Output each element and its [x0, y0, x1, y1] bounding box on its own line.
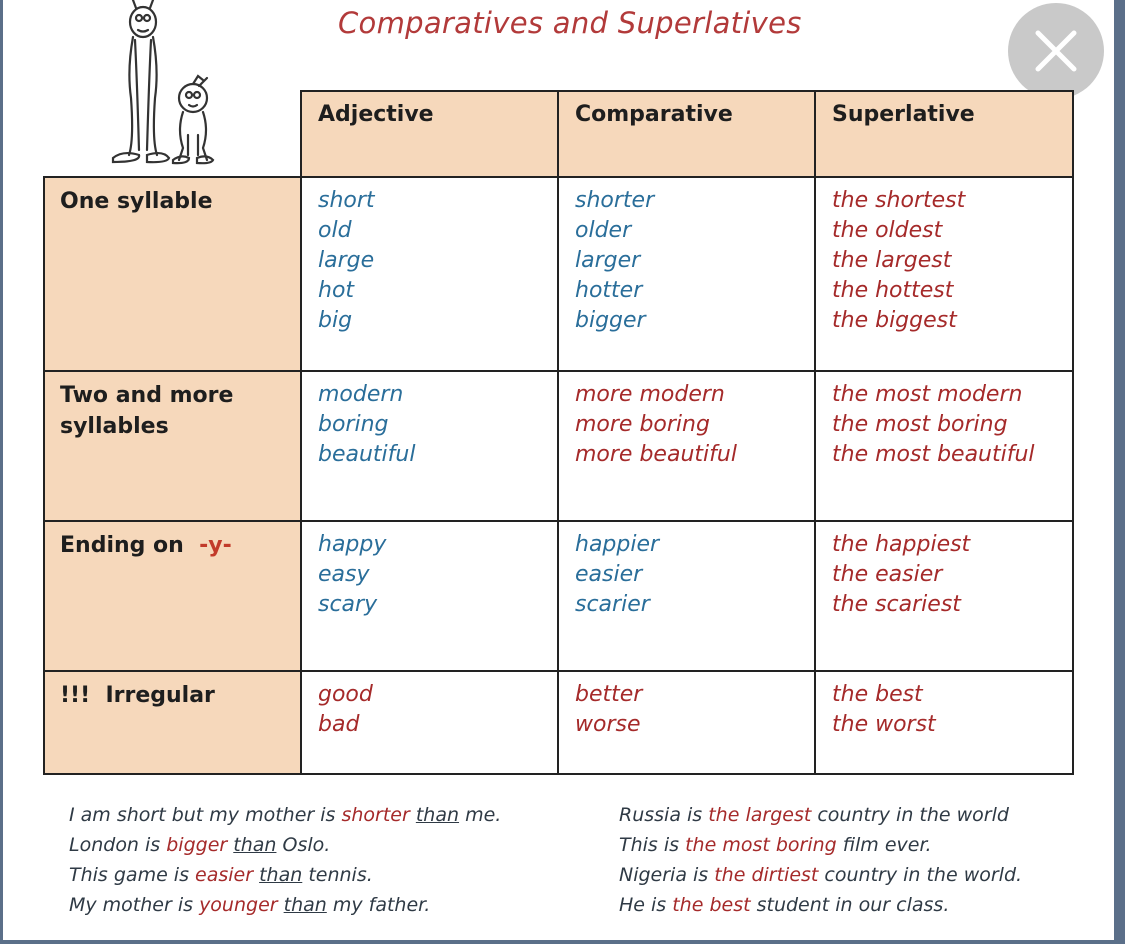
- example-sentence: My mother is younger than my father.: [69, 894, 431, 916]
- word: the best: [832, 682, 923, 707]
- row-label-irregular: [43, 670, 302, 775]
- adjective-cell: [300, 520, 559, 672]
- word: the easier: [832, 562, 943, 587]
- word: shorter: [575, 188, 655, 213]
- row-label-prefix: !!!: [60, 683, 91, 708]
- word: modern: [318, 382, 404, 407]
- row-label-text: syllables: [60, 414, 169, 439]
- header-comparative: [557, 90, 816, 178]
- close-button[interactable]: [1008, 3, 1104, 99]
- header-comparative-label: Comparative: [575, 102, 733, 127]
- word: bad: [318, 712, 360, 737]
- word: easy: [318, 562, 370, 587]
- page-title: Comparatives and Superlatives: [338, 6, 802, 40]
- comparative-cell: [557, 670, 816, 775]
- word: large: [318, 248, 375, 273]
- word: old: [318, 218, 352, 243]
- word: older: [575, 218, 632, 243]
- word: scary: [318, 592, 378, 617]
- word: easier: [575, 562, 643, 587]
- word: better: [575, 682, 643, 707]
- word: more modern: [575, 382, 725, 407]
- header-superlative: [814, 90, 1074, 178]
- comparative-cell: [557, 176, 816, 372]
- word: boring: [318, 412, 389, 437]
- word: the scariest: [832, 592, 961, 617]
- superlative-cell: [814, 176, 1074, 372]
- example-sentence: He is the best student in our class.: [619, 894, 950, 916]
- adjective-cell: [300, 370, 559, 522]
- word: the most beautiful: [832, 442, 1035, 467]
- word: the shortest: [832, 188, 966, 213]
- word: more boring: [575, 412, 710, 437]
- example-sentence: This game is easier than tennis.: [69, 864, 373, 886]
- word: hot: [318, 278, 355, 303]
- comparative-cell: [557, 370, 816, 522]
- word: bigger: [575, 308, 646, 333]
- adjective-cell: [300, 176, 559, 372]
- row-label-text: Two and more: [60, 383, 234, 408]
- superlative-cell: [814, 370, 1074, 522]
- word: the biggest: [832, 308, 957, 333]
- example-sentence: London is bigger than Oslo.: [69, 834, 331, 856]
- word: the most modern: [832, 382, 1023, 407]
- comparative-cell: [557, 520, 816, 672]
- row-label-text: Ending on: [60, 533, 184, 558]
- examples-left: [69, 800, 501, 920]
- word: worse: [575, 712, 641, 737]
- row-label-text: One syllable: [60, 189, 213, 214]
- word: good: [318, 682, 373, 707]
- example-sentence: Nigeria is the dirtiest country in the world.: [619, 864, 1023, 886]
- superlative-cell: [814, 520, 1074, 672]
- word: beautiful: [318, 442, 416, 467]
- row-label-ending-y: [43, 520, 302, 672]
- word: larger: [575, 248, 641, 273]
- header-superlative-label: Superlative: [832, 102, 975, 127]
- close-icon: [1032, 27, 1080, 75]
- word: short: [318, 188, 375, 213]
- header-adjective-label: Adjective: [318, 102, 434, 127]
- word: hotter: [575, 278, 643, 303]
- word: the happiest: [832, 532, 971, 557]
- adjective-cell: [300, 670, 559, 775]
- examples-right: [619, 800, 1022, 920]
- word: the most boring: [832, 412, 1008, 437]
- row-label-one-syllable: [43, 176, 302, 372]
- example-sentence: This is the most boring film ever.: [619, 834, 932, 856]
- row-label-two-syllables: [43, 370, 302, 522]
- word: more beautiful: [575, 442, 737, 467]
- example-sentence: Russia is the largest country in the world: [619, 804, 1009, 826]
- example-sentence: I am short but my mother is shorter than me.: [69, 804, 502, 826]
- word: the oldest: [832, 218, 943, 243]
- word: big: [318, 308, 353, 333]
- word: the worst: [832, 712, 936, 737]
- word: happy: [318, 532, 387, 557]
- row-label-suffix: -y-: [199, 533, 232, 558]
- row-label-text: Irregular: [105, 683, 215, 708]
- comparatives-table: [43, 90, 1074, 775]
- word: happier: [575, 532, 660, 557]
- word: the hottest: [832, 278, 954, 303]
- word: scarier: [575, 592, 650, 617]
- superlative-cell: [814, 670, 1074, 775]
- word: the largest: [832, 248, 952, 273]
- header-adjective: [300, 90, 559, 178]
